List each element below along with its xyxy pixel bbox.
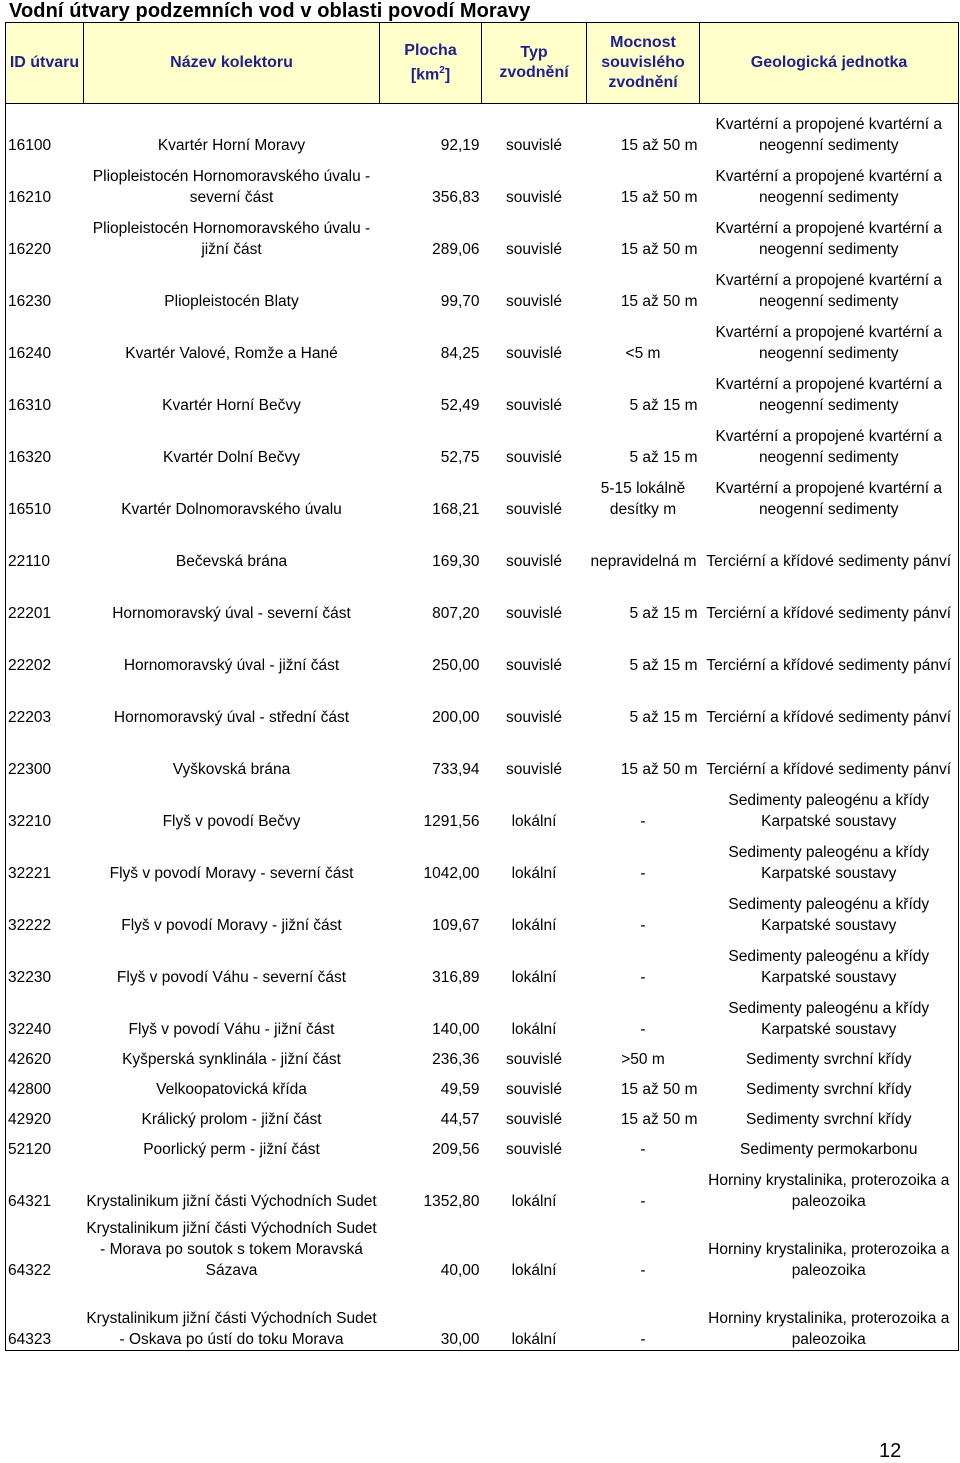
cell-thickness: 15 až 50 m (587, 104, 700, 157)
table-row (6, 468, 959, 520)
cell-name: Kvartér Valové, Romže a Hané (125, 345, 338, 362)
cell-name: Poorlický perm - jižní část (143, 1141, 320, 1158)
cell-area: 52,49 (440, 397, 480, 414)
cell-name: Kvartér Horní Bečvy (162, 397, 301, 414)
cell-geology: Sedimenty paleogénu a křídy Karpatské soustavy (700, 884, 959, 936)
cell-id: 32210 (6, 780, 84, 832)
cell-type: souvislé (506, 1141, 562, 1158)
table-row (6, 624, 959, 676)
header-type: Typ zvodnění (482, 23, 587, 104)
cell-id: 16510 (6, 468, 84, 520)
cell-thickness: - (640, 1193, 646, 1210)
cell-type: souvislé (506, 553, 562, 570)
cell-name: Kvartér Dolní Bečvy (163, 449, 300, 466)
table-body (6, 104, 959, 1351)
cell-name: Kyšperská synklinála - jižní část (122, 1051, 341, 1068)
cell-name: Flyš v povodí Váhu - severní část (116, 969, 347, 986)
cell-thickness: <5 m (625, 345, 661, 362)
header-area-unit: [km (410, 66, 440, 84)
page-number: 12 (879, 1440, 902, 1462)
cell-id: 16220 (6, 208, 84, 260)
cell-thickness: 5 až 15 m (629, 709, 698, 726)
cell-id: 32221 (6, 832, 84, 884)
cell-geology: Sedimenty paleogénu a křídy Karpatské soustavy (700, 832, 959, 884)
cell-name: Hornomoravský úval - jižní část (123, 657, 340, 674)
cell-geology: Sedimenty permokarbonu (700, 1130, 959, 1160)
cell-name: Hornomoravský úval - severní část (112, 605, 351, 622)
cell-name: Krystalinikum jižní části Východních Sudet (86, 1193, 377, 1210)
cell-geology: Sedimenty paleogénu a křídy Karpatské soustavy (700, 936, 959, 988)
cell-geology: Horniny krystalinika, proterozoika a paleozoika (700, 1281, 959, 1351)
cell-name: Krystalinikum jižní části Východních Sudet - Oskava po ústí do toku Morava (84, 1281, 380, 1351)
cell-id: 16310 (6, 364, 84, 416)
cell-id: 22110 (6, 520, 84, 572)
cell-type: souvislé (506, 189, 562, 206)
cell-id: 16320 (6, 416, 84, 468)
cell-type: souvislé (482, 104, 587, 157)
header-area-main: Plocha (404, 41, 457, 59)
cell-name: Pliopleistocén Hornomoravského úvalu - jižní část (92, 220, 371, 258)
table-row (6, 572, 959, 624)
cell-id: 22202 (6, 624, 84, 676)
cell-thickness: - (640, 917, 646, 934)
cell-type: souvislé (506, 449, 562, 466)
page-title: Vodní útvary podzemních vod v oblasti povodí Moravy (9, 0, 531, 22)
cell-area: 84,25 (440, 345, 480, 362)
cell-area: 40,00 (440, 1262, 480, 1279)
cell-geology: Kvartérní a propojené kvartérní a neogenní sedimenty (700, 312, 959, 364)
cell-area: 209,56 (432, 1141, 480, 1158)
cell-thickness: - (640, 1021, 646, 1038)
cell-area: 52,75 (440, 449, 480, 466)
cell-id: 22201 (6, 572, 84, 624)
cell-thickness: - (640, 813, 646, 830)
cell-area: 99,70 (440, 293, 480, 310)
cell-type: souvislé (506, 709, 562, 726)
cell-type: lokální (511, 865, 557, 882)
cell-area: 49,59 (440, 1081, 480, 1098)
cell-area: 1042,00 (423, 865, 480, 882)
cell-thickness: - (640, 1141, 646, 1158)
cell-thickness: 5 až 15 m (629, 449, 698, 466)
cell-id: 64322 (6, 1212, 84, 1281)
cell-thickness: 5 až 15 m (629, 605, 698, 622)
table-row (6, 1160, 959, 1212)
cell-name: Velkoopatovická křída (156, 1081, 307, 1098)
cell-name: Kvartér Dolnomoravského úvalu (121, 501, 342, 518)
table-row (6, 520, 959, 572)
cell-thickness: - (640, 1262, 646, 1279)
cell-geology: Kvartérní a propojené kvartérní a neogenní sedimenty (700, 156, 959, 208)
cell-type: souvislé (506, 241, 562, 258)
cell-name: Hornomoravský úval - střední část (113, 709, 350, 726)
cell-type: lokální (511, 969, 557, 986)
cell-name: Flyš v povodí Moravy - jižní část (121, 917, 342, 934)
cell-geology: Kvartérní a propojené kvartérní a neogenní sedimenty (700, 364, 959, 416)
table-row (6, 936, 959, 988)
cell-geology: Sedimenty svrchní křídy (700, 1070, 959, 1100)
cell-id: 42800 (6, 1070, 84, 1100)
table-row (6, 364, 959, 416)
cell-id: 52120 (6, 1130, 84, 1160)
table-row (6, 884, 959, 936)
cell-area: 1291,56 (423, 813, 480, 830)
table-row (6, 1130, 959, 1160)
cell-id: 42920 (6, 1100, 84, 1130)
cell-area: 44,57 (440, 1111, 480, 1128)
cell-thickness: 15 až 50 m (620, 1081, 698, 1098)
cell-id: 32222 (6, 884, 84, 936)
cell-id: 16100 (6, 104, 84, 157)
cell-area: 169,30 (432, 553, 480, 570)
cell-id: 32230 (6, 936, 84, 988)
header-id: ID útvaru (6, 23, 84, 104)
table-row (6, 156, 959, 208)
cell-type: lokální (511, 1262, 557, 1279)
table-row (6, 676, 959, 728)
table-row (6, 988, 959, 1040)
cell-id: 22300 (6, 728, 84, 780)
cell-type: lokální (511, 813, 557, 830)
table-row (6, 1040, 959, 1070)
cell-name: Flyš v povodí Váhu - jižní část (128, 1021, 335, 1038)
cell-type: souvislé (506, 605, 562, 622)
cell-name: Vyškovská brána (172, 761, 291, 778)
cell-id: 64323 (6, 1281, 84, 1351)
cell-thickness: - (640, 969, 646, 986)
cell-name: Pliopleistocén Blaty (164, 293, 299, 310)
table-row (6, 728, 959, 780)
cell-type: souvislé (506, 1051, 562, 1068)
cell-type: lokální (511, 917, 557, 934)
table-row (6, 1212, 959, 1281)
table-row (6, 1100, 959, 1130)
header-area-sup: 2 (439, 64, 445, 76)
table-row (6, 312, 959, 364)
cell-name: Krystalinikum jižní části Východních Sudet - Morava po soutok s tokem Moravská Sázava (86, 1220, 377, 1279)
table-row (6, 416, 959, 468)
cell-thickness: 5 až 15 m (629, 397, 698, 414)
cell-thickness: 15 až 50 m (620, 241, 698, 258)
cell-id: 64321 (6, 1160, 84, 1212)
cell-thickness: 5 až 15 m (629, 657, 698, 674)
cell-id: 16210 (6, 156, 84, 208)
cell-geology: Terciérní a křídové sedimenty pánví (700, 520, 959, 572)
cell-area: 356,83 (432, 189, 480, 206)
cell-area: 316,89 (432, 969, 480, 986)
cell-name: Flyš v povodí Bečvy (162, 813, 301, 830)
cell-area: 140,00 (432, 1021, 480, 1038)
cell-name: Pliopleistocén Hornomoravského úvalu - severní část (92, 168, 371, 206)
cell-geology: Horniny krystalinika, proterozoika a paleozoika (700, 1212, 959, 1281)
header-area-close: ] (444, 66, 451, 84)
cell-thickness: 5-15 lokálně desítky m (600, 480, 686, 518)
cell-type: souvislé (506, 1111, 562, 1128)
cell-area: 1352,80 (423, 1193, 480, 1210)
table-row (6, 780, 959, 832)
cell-thickness: 15 až 50 m (620, 761, 698, 778)
cell-name: Flyš v povodí Moravy - severní část (109, 865, 354, 882)
cell-geology: Kvartérní a propojené kvartérní a neogenní sedimenty (700, 260, 959, 312)
table-row (6, 1281, 959, 1351)
cell-name: Bečevská brána (175, 553, 288, 570)
cell-type: souvislé (506, 761, 562, 778)
cell-geology: Horniny krystalinika, proterozoika a paleozoika (700, 1160, 959, 1212)
cell-thickness: >50 m (621, 1051, 665, 1068)
cell-geology: Sedimenty svrchní křídy (700, 1040, 959, 1070)
cell-name: Králický prolom - jižní část (141, 1111, 322, 1128)
cell-geology: Sedimenty paleogénu a křídy Karpatské soustavy (700, 780, 959, 832)
cell-area: 30,00 (380, 1281, 482, 1351)
cell-type: souvislé (506, 1081, 562, 1098)
cell-area: 92,19 (380, 104, 482, 157)
cell-id: 16230 (6, 260, 84, 312)
table-row (6, 1070, 959, 1100)
cell-area: 289,06 (432, 241, 480, 258)
cell-type: souvislé (506, 397, 562, 414)
cell-type: lokální (511, 1021, 557, 1038)
cell-area: 236,36 (432, 1051, 480, 1068)
cell-id: 16240 (6, 312, 84, 364)
cell-geology: Terciérní a křídové sedimenty pánví (700, 572, 959, 624)
table-row (6, 208, 959, 260)
cell-area: 807,20 (432, 605, 480, 622)
cell-id: 22203 (6, 676, 84, 728)
cell-type: lokální (511, 1193, 557, 1210)
cell-area: 168,21 (432, 501, 480, 518)
header-area (380, 23, 482, 104)
cell-thickness: 15 až 50 m (620, 1111, 698, 1128)
cell-type: souvislé (506, 657, 562, 674)
cell-geology: Terciérní a křídové sedimenty pánví (700, 728, 959, 780)
cell-geology: Sedimenty paleogénu a křídy Karpatské soustavy (700, 988, 959, 1040)
cell-name: Kvartér Horní Moravy (84, 104, 380, 157)
header-thickness: Mocnost souvislého zvodnění (587, 23, 700, 104)
cell-geology: Sedimenty svrchní křídy (700, 1100, 959, 1130)
cell-thickness: - (587, 1281, 700, 1351)
cell-area: 250,00 (432, 657, 480, 674)
cell-id: 42620 (6, 1040, 84, 1070)
cell-thickness: - (640, 865, 646, 882)
header-geology: Geologická jednotka (700, 23, 959, 104)
cell-geology: Kvartérní a propojené kvartérní a neogenní sedimenty (700, 208, 959, 260)
cell-type: souvislé (506, 345, 562, 362)
cell-type: souvislé (506, 501, 562, 518)
cell-geology: Kvartérní a propojené kvartérní a neogenní sedimenty (700, 416, 959, 468)
cell-geology: Kvartérní a propojené kvartérní a neogenní sedimenty (700, 468, 959, 520)
cell-area: 200,00 (432, 709, 480, 726)
table-header-row (6, 23, 959, 104)
cell-area: 733,94 (432, 761, 480, 778)
cell-type: lokální (482, 1281, 587, 1351)
cell-thickness: 15 až 50 m (620, 293, 698, 310)
cell-geology: Kvartérní a propojené kvartérní a neogenní sedimenty (700, 104, 959, 157)
cell-area: 109,67 (432, 917, 480, 934)
cell-id: 32240 (6, 988, 84, 1040)
cell-thickness: nepravidelná m (590, 553, 697, 570)
cell-geology: Terciérní a křídové sedimenty pánví (700, 624, 959, 676)
cell-thickness: 15 až 50 m (620, 189, 698, 206)
water-bodies-table (5, 22, 959, 1351)
table-row (6, 832, 959, 884)
header-name: Název kolektoru (84, 23, 380, 104)
table-row (6, 260, 959, 312)
cell-type: souvislé (506, 293, 562, 310)
cell-geology: Terciérní a křídové sedimenty pánví (700, 676, 959, 728)
table-row (6, 104, 959, 157)
